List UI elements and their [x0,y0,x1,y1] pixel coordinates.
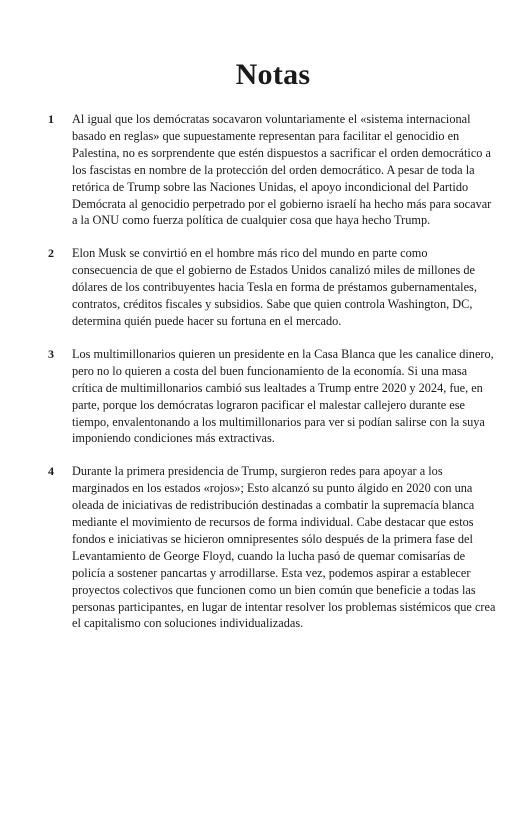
note-text: Los multimillonarios quieren un presidente en la Casa Blanca que les canalice dinero, pero no lo quieren a costa del buen funcionamiento de la economía. Si una masa crítica de multimillonarios cambió sus lealtades a Trump entre 2020 y 2024, fue, en parte, porque los demócratas lograron pacificar el malestar callejero durante ese tiempo, envalentonando a los multimillonarios para ver si podían salirse con la suya imponiendo condiciones más extractivas. [72,346,494,446]
note-text: Durante la primera presidencia de Trump, surgieron redes para apoyar a los marginados en los estados «rojos»; Esto alcanzó su punto álgido en 2020 con una oleada de iniciativas de redistribución destinadas a combatir la supremacía blanca mediante el movimiento de recursos de forma individual. Cabe destacar que estos fondos e iniciativas se hicieron omnipresentes sólo después de la primera fase del Levantamiento de George Floyd, cuando la lucha pasó de quemar comisarías de policía a sostener pancartas y arrodillarse. Esta vez, podemos aspirar a establecer proyectos colectivos que funcionen como un bien común que beneficie a todas las personas participantes, en lugar de intentar resolver los problemas sistémicos que crea el capitalismo con soluciones individualizadas. [72,464,496,631]
note-item [48,463,496,632]
note-item [48,245,496,330]
note-number: 4 [48,464,54,479]
note-number: 2 [48,246,54,261]
note-item [48,111,496,229]
notes-list [48,111,496,648]
note-number: 3 [48,346,54,361]
note-item [48,346,496,447]
note-text: Elon Musk se convirtió en el hombre más rico del mundo en parte como consecuencia de que el gobierno de Estados Unidos canalizó miles de millones de dólares de los contribuyentes hacia Tesla en forma de préstamos gubernamentales, contratos, créditos fiscales y subsidios. Sabe que quien controla Washington, DC, determina quién puede hacer su fortuna en el mercado. [72,246,477,328]
page-title: Notas [235,58,311,91]
note-number: 1 [48,112,54,126]
note-text: Al igual que los demócratas socavaron voluntariamente el «sistema internacional basado en reglas» que supuestamente representan para facilitar el genocidio en Palestina, no es sorprendente que estén dispuestos a sacrificar el orden democrático a los fascistas en nombre de la protección del orden democrático. A pesar de toda la retórica de Trump sobre las Naciones Unidas, el apoyo incondicional del Partido Demócrata al genocidio perpetrado por el gobierno israelí ha hecho más para socavar a la ONU como fuerza política de cualquier cosa que haya hecho Trump. [72,112,492,228]
